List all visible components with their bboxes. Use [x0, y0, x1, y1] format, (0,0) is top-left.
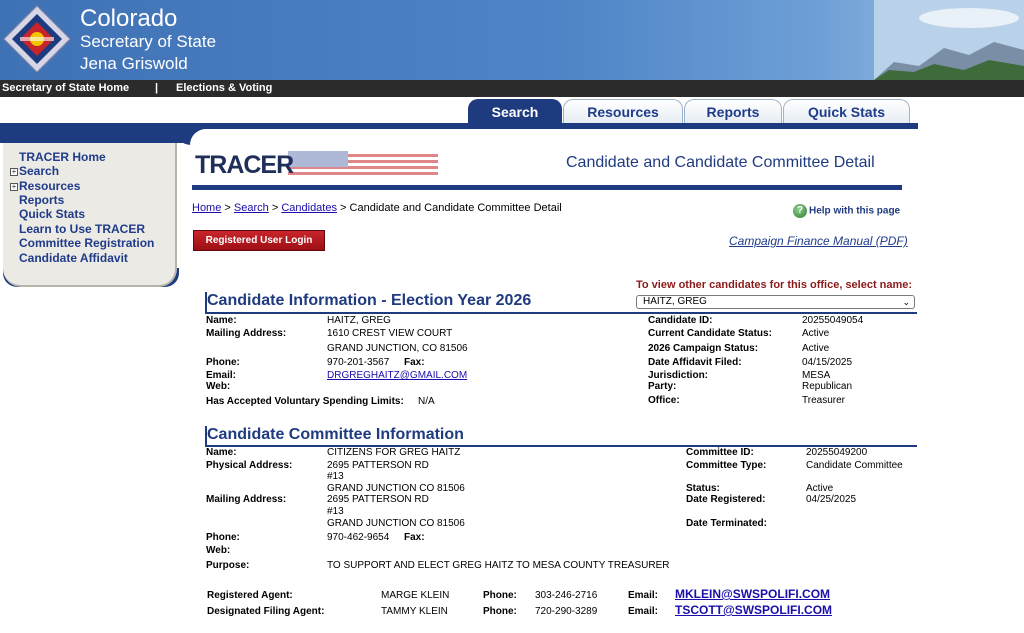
- jurisdiction: MESA: [802, 370, 831, 381]
- label-campaign-status: 2026 Campaign Status:: [648, 343, 759, 354]
- help-label[interactable]: Help with this page: [809, 205, 901, 217]
- affidavit-date: 04/15/2025: [802, 357, 853, 368]
- label-committee-mailing: Mailing Address:: [206, 494, 287, 505]
- sidebar-item-label: Search: [19, 164, 60, 178]
- label-vsl: Has Accepted Voluntary Spending Limits:: [206, 396, 404, 407]
- sidebar-item-committee-registration[interactable]: [19, 236, 154, 250]
- candidate-name: HAITZ, GREG: [327, 315, 391, 326]
- label-purpose: Purpose:: [206, 560, 250, 571]
- candidate-section-title: Candidate Information - Election Year 2026: [207, 292, 532, 309]
- registered-agent-name: MARGE KLEIN: [381, 590, 450, 601]
- label-date-terminated: Date Terminated:: [686, 518, 767, 529]
- section-left-rule: [205, 426, 207, 447]
- title-rule: [192, 185, 902, 190]
- label-name: Name:: [206, 315, 237, 326]
- label-committee-fax: Fax:: [404, 532, 425, 543]
- nav-elections-voting[interactable]: Elections & Voting: [176, 82, 273, 94]
- top-nav-bar: [0, 80, 1024, 97]
- candidate-select-value: HAITZ, GREG: [643, 296, 707, 307]
- label-designated-agent: Designated Filing Agent:: [207, 606, 325, 617]
- breadcrumb-separator: >: [340, 202, 347, 214]
- banner-office: Secretary of State: [80, 32, 217, 51]
- label-committee-id: Committee ID:: [686, 447, 754, 458]
- label-jurisdiction: Jurisdiction:: [648, 370, 709, 381]
- tracer-logo: [193, 148, 443, 180]
- physical-3: GRAND JUNCTION CO 81506: [327, 483, 465, 494]
- campaign-finance-manual-link[interactable]: Campaign Finance Manual (PDF): [729, 234, 908, 248]
- candidate-email[interactable]: [327, 370, 467, 381]
- label-agent-phone: Phone:: [483, 590, 517, 601]
- mountains-image-icon: [874, 0, 1024, 80]
- sidebar-item-label: Committee Registration: [19, 236, 155, 250]
- label-registered-agent: Registered Agent:: [207, 590, 293, 601]
- page-title: Candidate and Candidate Committee Detail: [566, 154, 875, 171]
- sidebar-item-label: Quick Stats: [19, 207, 86, 221]
- sidebar-item-learn-tracer[interactable]: [19, 222, 145, 236]
- label-committee-status: Status:: [686, 483, 720, 494]
- committee-mailing-1: 2695 PATTERSON RD: [327, 494, 429, 505]
- label-candidate-id: Candidate ID:: [648, 315, 713, 326]
- candidate-email-link[interactable]: DRGREGHAITZ@GMAIL.COM: [327, 370, 468, 381]
- designated-agent-email-link[interactable]: TSCOTT@SWSPOLIFI.COM: [675, 603, 833, 617]
- select-candidate-label: To view other candidates for this office, select name:: [636, 279, 913, 291]
- help-icon[interactable]: ?: [793, 204, 807, 218]
- label-committee-name: Name:: [206, 447, 237, 458]
- breadcrumb-separator: >: [224, 202, 231, 214]
- sidebar-item-label: Reports: [19, 193, 65, 207]
- label-physical: Physical Address:: [206, 460, 293, 471]
- campaign-status: Active: [802, 343, 830, 354]
- sidebar-item-label: Candidate Affidavit: [19, 251, 128, 265]
- office: Treasurer: [802, 395, 845, 406]
- party: Republican: [802, 381, 853, 392]
- nav-separator: |: [155, 82, 159, 94]
- sidebar: [3, 143, 177, 287]
- chevron-down-icon: ⌄: [902, 297, 910, 307]
- expand-plus-icon[interactable]: +: [11, 167, 17, 176]
- tab-resources[interactable]: Resources: [563, 99, 683, 123]
- committee-name: CITIZENS FOR GREG HAITZ: [327, 447, 461, 458]
- expand-plus-icon[interactable]: +: [11, 182, 17, 191]
- label-office: Office:: [648, 395, 680, 406]
- label-party: Party:: [648, 381, 677, 392]
- main-tabs: [0, 97, 1024, 123]
- tab-quick-stats[interactable]: Quick Stats: [783, 99, 910, 123]
- sidebar-item-label: Learn to Use TRACER: [19, 222, 146, 236]
- breadcrumb-candidates[interactable]: Candidates: [281, 202, 337, 214]
- breadcrumb-search[interactable]: Search: [233, 202, 269, 214]
- candidate-vsl: N/A: [418, 396, 435, 407]
- candidate-status: Active: [802, 328, 830, 339]
- sidebar-item-candidate-affidavit[interactable]: [19, 251, 128, 265]
- candidate-select[interactable]: [636, 295, 915, 309]
- label-phone: Phone:: [206, 357, 240, 368]
- breadcrumb: [192, 202, 562, 214]
- sidebar-header-bar: [0, 129, 190, 143]
- sidebar-item-reports[interactable]: [19, 193, 64, 207]
- header-banner: [0, 0, 1024, 80]
- committee-type: Candidate Committee: [806, 460, 903, 471]
- committee-phone: 970-462-9654: [327, 532, 390, 543]
- label-fax: Fax:: [404, 357, 425, 368]
- candidate-phone: 970-201-3567: [327, 357, 390, 368]
- breadcrumb-home[interactable]: Home: [192, 202, 222, 214]
- committee-status: Active: [806, 483, 834, 494]
- label-committee-phone: Phone:: [206, 532, 240, 543]
- registered-user-login-button[interactable]: Registered User Login: [193, 230, 325, 251]
- tab-reports[interactable]: Reports: [684, 99, 782, 123]
- sidebar-item-quick-stats[interactable]: [19, 207, 85, 221]
- candidate-mailing-1: 1610 CREST VIEW COURT: [327, 328, 453, 339]
- registered-agent-email-link[interactable]: MKLEIN@SWSPOLIFI.COM: [675, 587, 831, 601]
- label-email: Email:: [206, 370, 237, 381]
- committee-section-title: Candidate Committee Information: [207, 426, 464, 443]
- help-link[interactable]: [793, 204, 900, 218]
- label-agent-email: Email:: [628, 606, 659, 617]
- designated-agent-phone: 720-290-3289: [535, 606, 598, 617]
- tab-search[interactable]: Search: [468, 99, 562, 123]
- colorado-seal-icon: [2, 4, 72, 74]
- committee-mailing-2: #13: [327, 506, 344, 517]
- svg-text:TRACER: TRACER: [195, 151, 294, 179]
- sidebar-item-search[interactable]: [10, 164, 59, 178]
- sidebar-item-resources[interactable]: [10, 179, 80, 193]
- label-affidavit: Date Affidavit Filed:: [648, 357, 742, 368]
- banner-official: Jena Griswold: [80, 54, 188, 73]
- label-candidate-status: Current Candidate Status:: [648, 328, 772, 339]
- registered-agent-phone: 303-246-2716: [535, 590, 598, 601]
- banner-state: Colorado: [80, 5, 178, 32]
- breadcrumb-separator: >: [271, 202, 279, 214]
- committee-id: 20255049200: [806, 447, 868, 458]
- nav-sos-home[interactable]: Secretary of State Home: [2, 82, 130, 94]
- candidate-id: 20255049054: [802, 315, 864, 326]
- label-mailing: Mailing Address:: [206, 328, 287, 339]
- sidebar-item-label: Resources: [19, 179, 81, 193]
- label-agent-email: Email:: [628, 590, 659, 601]
- sidebar-item-tracer-home[interactable]: [19, 150, 106, 164]
- physical-2: #13: [327, 471, 344, 482]
- label-committee-web: Web:: [206, 545, 231, 556]
- date-registered: 04/25/2025: [806, 494, 857, 505]
- candidate-section-rule: [205, 312, 917, 314]
- label-web: Web:: [206, 381, 231, 392]
- designated-agent-name: TAMMY KLEIN: [381, 606, 448, 617]
- physical-1: 2695 PATTERSON RD: [327, 460, 429, 471]
- breadcrumb-current: Candidate and Candidate Committee Detail: [349, 202, 562, 214]
- label-date-registered: Date Registered:: [686, 494, 766, 505]
- sidebar-item-label: TRACER Home: [19, 150, 106, 164]
- candidate-mailing-2: GRAND JUNCTION, CO 81506: [327, 343, 468, 354]
- label-agent-phone: Phone:: [483, 606, 517, 617]
- purpose: TO SUPPORT AND ELECT GREG HAITZ TO MESA COUNTY TREASURER: [327, 560, 670, 571]
- section-left-rule: [205, 292, 207, 314]
- committee-mailing-3: GRAND JUNCTION CO 81506: [327, 518, 465, 529]
- label-committee-type: Committee Type:: [686, 460, 767, 471]
